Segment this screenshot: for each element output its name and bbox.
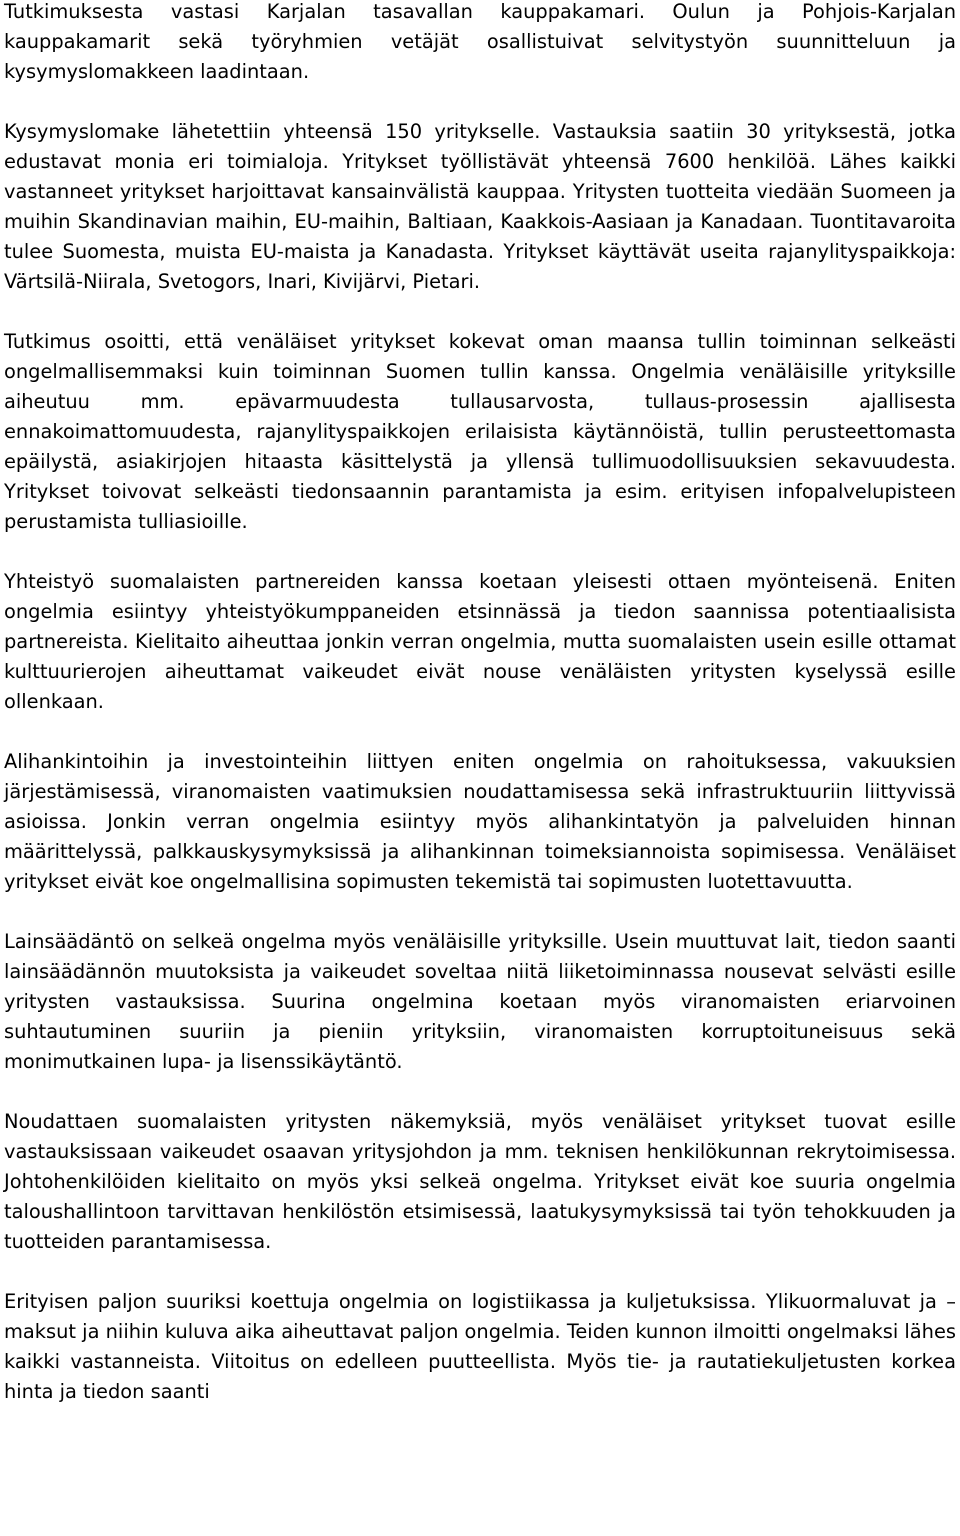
paragraph-subcontracting-investments: Alihankintoihin ja investointeihin liittyen eniten ongelmia on rahoituksessa, vakuuksien järjestämisessä, viranomaisten vaatimuksien noudattamisessa sekä infrastruktuuriin liittyvissä asioissa. Jonkin verran ongelmia esiintyy myös alihankintatyön ja palveluiden hinnan määrittelyssä, palkkauskysymyksissä ja alihankinnan toimeksiannoista sopimisessa. Venäläiset yritykset eivät koe ongelmallisina sopimusten tekemistä tai sopimusten luotettavuutta. xyxy=(4,750,956,893)
paragraph-survey-organizers: Tutkimuksesta vastasi Karjalan tasavallan kauppakamari. Oulun ja Pohjois-Karjalan kauppakamarit sekä työryhmien vetäjät osallistuivat selvitystyön suunnitteluun ja kysymyslomakkeen laadintaan. xyxy=(4,0,956,83)
paragraph-customs-findings: Tutkimus osoitti, että venäläiset yritykset kokevat oman maansa tullin toiminnan selkeästi ongelmallisemmaksi kuin toiminnan Suomen tullin kanssa. Ongelmia venäläisille yrityksille aiheutuu mm. epävarmuudesta tullausarvosta, tullaus-prosessin ajallisesta ennakoimattomuudesta, rajanylityspaikkojen erilaisista käytännöistä, tullin perusteettomasta epäilystä, asiakirjojen hitaasta käsittelystä ja yllensä tullimuodollisuuksien sekavuudesta. Yritykset toivovat selkeästi tiedonsaannin parantamista ja esim. erityisen infopalvelupisteen perustamista tulliasioille. xyxy=(4,330,956,533)
document-page xyxy=(4,0,956,1407)
paragraph-recruitment: Noudattaen suomalaisten yritysten näkemyksiä, myös venäläiset yritykset tuovat esille vastauksissaan vaikeudet osaavan yritysjohdon ja mm. teknisen henkilökunnan rekrytoimisessa. Johtohenkilöiden kielitaito on myös yksi selkeä ongelma. Yritykset eivät koe suuria ongelmia taloushallintoon tarvittavan henkilöstön etsimisessä, laatukysymyksissä tai työn tehokkuuden ja tuotteiden parantamisessa. xyxy=(4,1110,956,1253)
paragraph-logistics: Erityisen paljon suuriksi koettuja ongelmia on logistiikassa ja kuljetuksissa. Ylikuormaluvat ja – maksut ja niihin kuluva aika aiheuttavat paljon ongelmia. Teiden kunnon ilmoitti ongelmaksi lähes kaikki vastanneista. Viitoitus on edelleen puutteellista. Myös tie- ja rautatiekuljetusten korkea hinta ja tiedon saanti xyxy=(4,1290,956,1403)
paragraph-legislation: Lainsäädäntö on selkeä ongelma myös venäläisille yrityksille. Usein muuttuvat lait, tiedon saanti lainsäädännön muutoksista ja vaikeudet soveltaa niitä liiketoiminnassa nousevat selvästi esille yritysten vastauksissa. Suurina ongelmina koetaan myös viranomaisten eriarvoinen suhtautuminen suuriin ja pieniin yrityksiin, viranomaisten korruptoituneisuus sekä monimutkainen lupa- ja lisenssikäytäntö. xyxy=(4,930,956,1073)
paragraph-partner-cooperation: Yhteistyö suomalaisten partnereiden kanssa koetaan yleisesti ottaen myönteisenä. Eniten ongelmia esiintyy yhteistyökumppaneiden etsinnässä ja tiedon saannissa potentiaalisista partnereista. Kielitaito aiheuttaa jonkin verran ongelmia, mutta suomalaisten usein esille ottamat kulttuurierojen aiheuttamat vaikeudet eivät nouse venäläisten yritysten kyselyssä esille ollenkaan. xyxy=(4,570,956,713)
paragraph-survey-respondents: Kysymyslomake lähetettiin yhteensä 150 yritykselle. Vastauksia saatiin 30 yrityksestä, jotka edustavat monia eri toimialoja. Yritykset työllistävät yhteensä 7600 henkilöä. Lähes kaikki vastanneet yritykset harjoittavat kansainvälistä kauppaa. Yritysten tuotteita viedään Suomeen ja muihin Skandinavian maihin, EU-maihin, Baltiaan, Kaakkois-Aasiaan ja Kanadaan. Tuontitavaroita tulee Suomesta, muista EU-maista ja Kanadasta. Yritykset käyttävät useita rajanylityspaikkoja: Värtsilä-Niirala, Svetogors, Inari, Kivijärvi, Pietari. xyxy=(4,120,956,293)
